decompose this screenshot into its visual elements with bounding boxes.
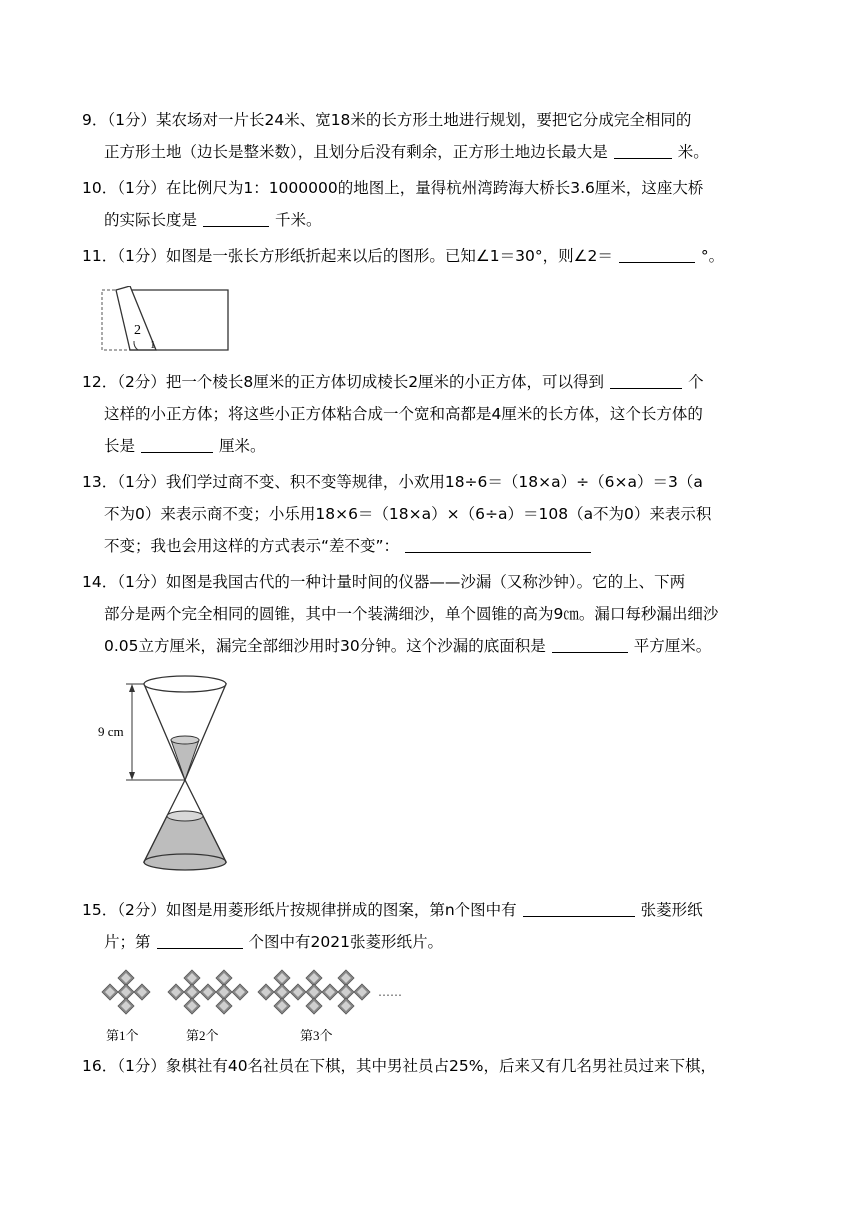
question-15 bbox=[82, 894, 782, 958]
q15-line1-text: 15．（2分）如图是用菱形纸片按规律拼成的图案，第n个图中有 bbox=[82, 901, 517, 919]
q11-unit: °。 bbox=[700, 247, 725, 265]
q11-text: 11．（1分）如图是一张长方形纸折起来以后的图形。已知∠1＝30°，则∠2＝ bbox=[82, 247, 613, 265]
pattern-3 bbox=[258, 970, 370, 1014]
caption-1: 第1个 bbox=[106, 1028, 139, 1043]
q14-line2: 部分是两个完全相同的圆锥，其中一个装满细沙，单个圆锥的高为9㎝。漏口每秒漏出细沙 bbox=[104, 605, 719, 623]
q13-answer-blank[interactable] bbox=[405, 534, 591, 553]
hourglass-figure bbox=[96, 670, 252, 882]
q15-line2 bbox=[82, 926, 782, 958]
q12-line3-text: 长是 bbox=[104, 437, 136, 455]
q10-line1: 10．（1分）在比例尺为1：1000000的地图上，量得杭州湾跨海大桥长3.6厘米，这座大桥 bbox=[82, 179, 704, 197]
q13-line1: 13．（1分）我们学过商不变、积不变等规律，小欢用18÷6＝（18×a）÷（6×a）＝3（a bbox=[82, 473, 703, 491]
pattern-ellipsis: …… bbox=[378, 985, 402, 999]
q9-answer-blank[interactable] bbox=[614, 140, 672, 159]
q11-answer-blank[interactable] bbox=[619, 244, 695, 263]
q14-line1: 14．（1分）如图是我国古代的一种计量时间的仪器——沙漏（又称沙钟）。它的上、下两 bbox=[82, 573, 686, 591]
rhombus-pattern-figure bbox=[98, 964, 418, 1046]
question-9 bbox=[82, 104, 782, 168]
q12-answer-blank-1[interactable] bbox=[610, 370, 682, 389]
question-13 bbox=[82, 466, 782, 562]
q9-line1: 9．（1分）某农场对一片长24米、宽18米的长方形土地进行规划，要把它分成完全相同的 bbox=[82, 111, 692, 129]
pattern-1 bbox=[102, 970, 150, 1014]
q13-line3-text: 不变；我也会用这样的方式表示“差不变”： bbox=[104, 537, 400, 555]
q15-line2-text: 片；第 bbox=[104, 933, 151, 951]
q10-line2 bbox=[82, 204, 782, 236]
angle-1-label: 1 bbox=[150, 339, 156, 351]
q13-line3 bbox=[82, 530, 782, 562]
question-16 bbox=[82, 1050, 782, 1082]
caption-3: 第3个 bbox=[300, 1028, 333, 1043]
q12-line1 bbox=[82, 366, 782, 398]
q9-line2 bbox=[82, 136, 782, 168]
question-11 bbox=[82, 240, 782, 272]
q14-answer-blank[interactable] bbox=[552, 634, 628, 653]
q10-line2-text: 的实际长度是 bbox=[104, 211, 198, 229]
q16-line1: 16．（1分）象棋社有40名社员在下棋，其中男社员占25%，后来又有几名男社员过来下棋， bbox=[82, 1057, 717, 1075]
q15-line2-end: 个图中有2021张菱形纸片。 bbox=[248, 933, 443, 951]
q12-line1-text: 12．（2分）把一个棱长8厘米的正方体切成棱长2厘米的小正方体，可以得到 bbox=[82, 373, 605, 391]
q15-line1 bbox=[82, 894, 782, 926]
q14-unit: 平方厘米。 bbox=[633, 637, 712, 655]
q15-answer-blank-1[interactable] bbox=[523, 898, 635, 917]
q12-unit-2: 厘米。 bbox=[219, 437, 266, 455]
q14-line3-text: 0.05立方厘米，漏完全部细沙用时30分钟。这个沙漏的底面积是 bbox=[104, 637, 546, 655]
q15-answer-blank-2[interactable] bbox=[157, 930, 243, 949]
q12-unit-1: 个 bbox=[688, 373, 704, 391]
pattern-2 bbox=[168, 970, 248, 1014]
q10-unit: 千米。 bbox=[275, 211, 322, 229]
q12-line2: 这样的小正方体；将这些小正方体粘合成一个宽和高都是4厘米的长方体，这个长方体的 bbox=[104, 405, 703, 423]
height-label: 9 cm bbox=[98, 724, 124, 739]
q12-answer-blank-2[interactable] bbox=[141, 434, 213, 453]
q11-line1 bbox=[82, 240, 782, 272]
caption-2: 第2个 bbox=[186, 1028, 219, 1043]
question-10 bbox=[82, 172, 782, 236]
q15-line1-end: 张菱形纸 bbox=[640, 901, 703, 919]
q9-unit: 米。 bbox=[677, 143, 709, 161]
folded-paper-figure bbox=[98, 286, 232, 356]
question-14 bbox=[82, 566, 782, 662]
q13-line2: 不为0）来表示商不变；小乐用18×6＝（18×a）×（6÷a）＝108（a不为0）来表示积 bbox=[104, 505, 712, 523]
q14-line3 bbox=[82, 630, 782, 662]
q12-line3 bbox=[82, 430, 782, 462]
q10-answer-blank[interactable] bbox=[203, 208, 269, 227]
question-12 bbox=[82, 366, 782, 462]
angle-2-label: 2 bbox=[134, 323, 141, 338]
q9-line2-text: 正方形土地（边长是整米数），且划分后没有剩余，正方形土地边长最大是 bbox=[104, 143, 608, 161]
